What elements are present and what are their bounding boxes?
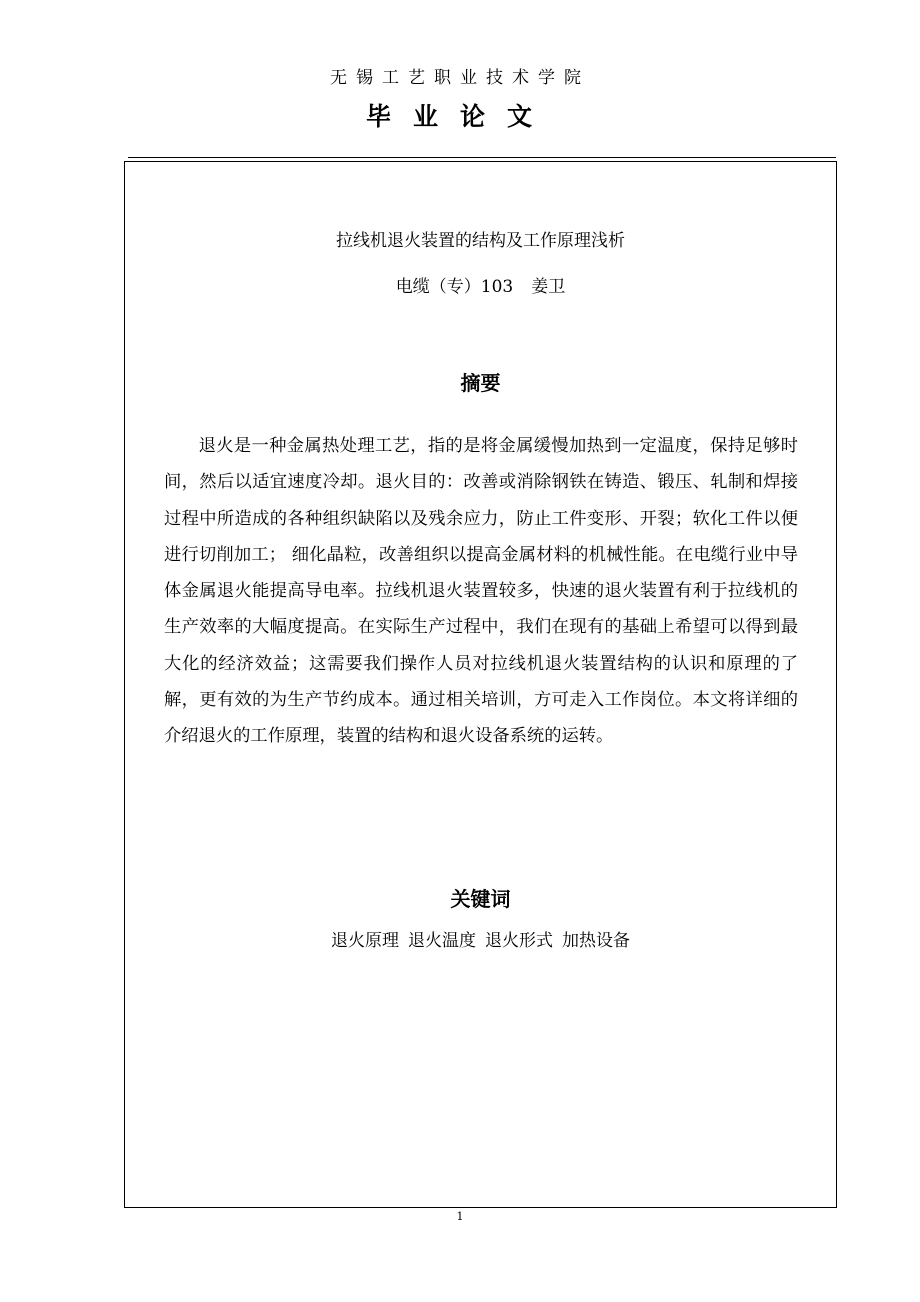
paper-title: 拉线机退火装置的结构及工作原理浅析 (336, 231, 625, 251)
author-class: 电缆（专）103 (395, 277, 514, 297)
document-type-title: 毕业论文 (365, 102, 554, 131)
institution-name: 无锡工艺职业技术学院 (330, 68, 590, 88)
keyword-item: 退火形式 (485, 931, 553, 951)
abstract-body: 退火是一种金属热处理工艺，指的是将金属缓慢加热到一定温度，保持足够时间，然后以适宜速度冷却。退火目的：改善或消除钢铁在铸造、锻压、轧制和焊接过程中所造成的各种组织缺陷以及残余应力，防止工件变形、开裂；软化工件以便进行切削加工； 细化晶粒，改善组织以提高金属材料的机械性能。在电缆行业中导体金属退火能提高导电率。拉线机退火装置较多，快速的退火装置有利于拉线机的生产效率的大幅度提高。在实际生产过程中，我们在现有的基础上希望可以得到最大化的经济效益；这需要我们操作人员对拉线机退火装置结构的认识和原理的了解，更有效的为生产节约成本。通过相关培训，方可走入工作岗位。本文将详细的介绍退火的工作原理，装置的结构和退火设备系统的运转。 (164, 436, 798, 747)
author-name: 姜卫 (531, 277, 566, 297)
frame-top-rule (128, 157, 836, 158)
keywords-heading: 关键词 (450, 887, 511, 911)
keyword-item: 加热设备 (562, 931, 630, 951)
keywords-list (124, 929, 837, 953)
keyword-item: 退火原理 (331, 931, 399, 951)
author-line (124, 275, 837, 299)
keyword-item: 退火温度 (408, 931, 476, 951)
abstract-heading: 摘要 (460, 371, 501, 395)
page-number: 1 (456, 1210, 464, 1223)
